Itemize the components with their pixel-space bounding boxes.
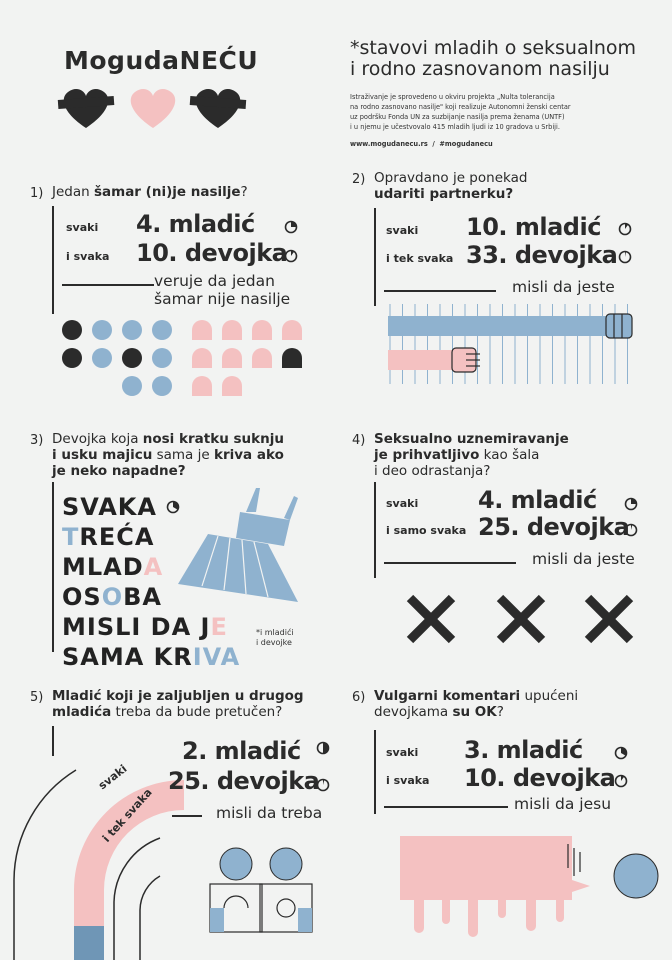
half-pie-icon (316, 741, 332, 757)
q6-question: Vulgarni komentari upućeni devojkama su OK? (374, 688, 579, 720)
q2-male-arm (388, 316, 606, 336)
boy-icon-left (210, 848, 262, 932)
q1-question: Jedan šamar (ni)je nasilje? (52, 184, 248, 200)
q6-bracket (374, 730, 376, 814)
q4-label-female: i samo svaka (386, 524, 467, 537)
female-person-dot (222, 320, 242, 340)
q2-label-male: svaki (386, 224, 419, 237)
male-person-dot (62, 320, 82, 340)
tenth-pie-icon (618, 222, 634, 238)
hand-icon (452, 348, 480, 372)
q5-conclusion: misli da treba (216, 804, 323, 822)
q2-label-female: i tek svaka (386, 252, 454, 265)
q1-stat-male: 4. mladić (136, 210, 255, 238)
male-person-dot (122, 348, 142, 368)
female-person-dot (252, 348, 272, 368)
q6-label-male: svaki (386, 746, 419, 759)
twentyfifth-pie-icon (316, 778, 332, 794)
female-person-dot (192, 320, 212, 340)
cross-marks (400, 592, 650, 652)
q4-stat-male: 4. mladić (478, 486, 597, 514)
female-person-dot (282, 320, 302, 340)
q4-stat-female: 25. devojka (478, 513, 630, 541)
female-person-dot (222, 376, 242, 396)
male-person-dot (152, 348, 172, 368)
q6-stat-male: 3. mladić (464, 736, 583, 764)
male-person-dot (92, 348, 112, 368)
q5-number: 5) (30, 690, 44, 705)
heart-icon-dark-right (190, 89, 246, 128)
two-boys-illustration (200, 846, 320, 936)
female-person-dot (192, 376, 212, 396)
q3-word-6: SAMA KRIVA (62, 643, 241, 671)
thirtythird-pie-icon (618, 250, 634, 266)
female-person-dot (252, 320, 272, 340)
q3-word-3: MLADA (62, 553, 164, 581)
q1-number: 1) (30, 186, 44, 201)
hashtag: #mogudanecu (439, 140, 493, 148)
fist-icon (606, 314, 632, 338)
q4-bracket (374, 482, 376, 578)
q5-arc-female (74, 926, 104, 960)
male-person-dot (152, 376, 172, 396)
q5-question: Mladić koji je zaljubljen u drugog mladića treba da bude pretučen? (52, 688, 304, 720)
q1-conclusion: veruje da jedan šamar nije nasilje (154, 272, 291, 308)
page-title: *stavovi mladih o seksualnom i rodno zasnovanom nasilju (350, 37, 637, 80)
cross-icon (500, 598, 542, 640)
logo: MogudaNEĆU (64, 46, 259, 75)
website-link[interactable]: www.mogudanecu.rs (350, 140, 428, 148)
female-person-dot (222, 348, 242, 368)
q5-arc-label-female: i tek svaka (100, 785, 155, 845)
dress-illustration (172, 482, 322, 612)
q4-number: 4) (352, 433, 366, 448)
twentyfifth-pie-icon (624, 523, 640, 539)
q1-label-female: i svaka (66, 250, 110, 263)
q4-question: Seksualno uznemiravanje je prihvatljivo kao šala i deo odrastanja? (374, 431, 569, 479)
q2-conclusion: misli da jeste (512, 278, 615, 296)
tenth-pie-icon (284, 249, 300, 265)
q2-bracket (374, 208, 376, 306)
male-person-dot (122, 320, 142, 340)
boy-icon-right (260, 848, 312, 932)
female-person-dot (192, 348, 212, 368)
header-links: www.mogudanecu.rs / #mogudanecu (350, 140, 493, 148)
q1-dot-chart (60, 318, 320, 404)
heart-icon-dark-left (58, 89, 114, 128)
heart-icon-pink (131, 89, 175, 128)
quarter-pie-icon (284, 220, 300, 236)
q6-label-female: i svaka (386, 774, 430, 787)
q4-conclusion: misli da jeste (532, 550, 635, 568)
male-person-dot (122, 376, 142, 396)
q3-footnote: *i mladići i devojke (256, 628, 294, 647)
quarter-pie-icon (624, 497, 640, 513)
q6-conclusion: misli da jesu (514, 795, 612, 813)
drip-bubble (400, 836, 590, 937)
third-pie-icon (614, 746, 630, 762)
speech-drip-illustration (394, 828, 664, 940)
q5-arc-label-male: svaki (96, 762, 130, 793)
cross-icon (588, 598, 630, 640)
female-person-dot (282, 348, 302, 368)
ball-icon (614, 854, 658, 898)
q2-number: 2) (352, 172, 366, 187)
q1-label-male: svaki (66, 221, 99, 234)
male-person-dot (92, 320, 112, 340)
q3-word-2: TREĆA (62, 523, 155, 551)
q5-stat-male: 2. mladić (182, 737, 301, 765)
q5-arc-illustration (10, 730, 210, 960)
q5-stat-female: 25. devojka (168, 767, 320, 795)
project-description: Istraživanje je sprovedeno u okviru projekta „Nulta tolerancija na rodno zasnovano nasilje" koji realizuje Autonomni ženski centar uz podršku Fonda UN za suzbijanje nasilja prema ženama (UNTF) i u njemu je učestvovalo 415 mladih ljudi iz 10 gradova u Srbiji. (350, 93, 571, 131)
q3-word-4: OSOBA (62, 583, 162, 611)
q2-arms-illustration (380, 304, 640, 386)
q3-question: Devojka koja nosi kratku suknju i usku majicu sama je kriva ako je neko napadne? (52, 431, 284, 479)
male-person-dot (152, 320, 172, 340)
q3-bracket (52, 482, 54, 652)
top-icon (236, 488, 298, 546)
q2-stat-female: 33. devojka (466, 241, 618, 269)
q6-stat-female: 10. devojka (464, 764, 616, 792)
q1-stat-female: 10. devojka (136, 239, 288, 267)
q3-word-1: SVAKA (62, 493, 157, 521)
q1-bracket (52, 206, 54, 314)
q2-stat-male: 10. mladić (466, 213, 601, 241)
q6-number: 6) (352, 690, 366, 705)
male-person-dot (62, 348, 82, 368)
cross-icon (410, 598, 452, 640)
q3-word-5: MISLI DA JE (62, 613, 228, 641)
q4-label-male: svaki (386, 497, 419, 510)
q2-question: Opravdano je ponekad udariti partnerku? (374, 170, 528, 202)
q3-number: 3) (30, 433, 44, 448)
q2-female-arm (388, 350, 452, 370)
tenth-pie-icon (614, 774, 630, 790)
hearts-illustration (56, 84, 256, 134)
